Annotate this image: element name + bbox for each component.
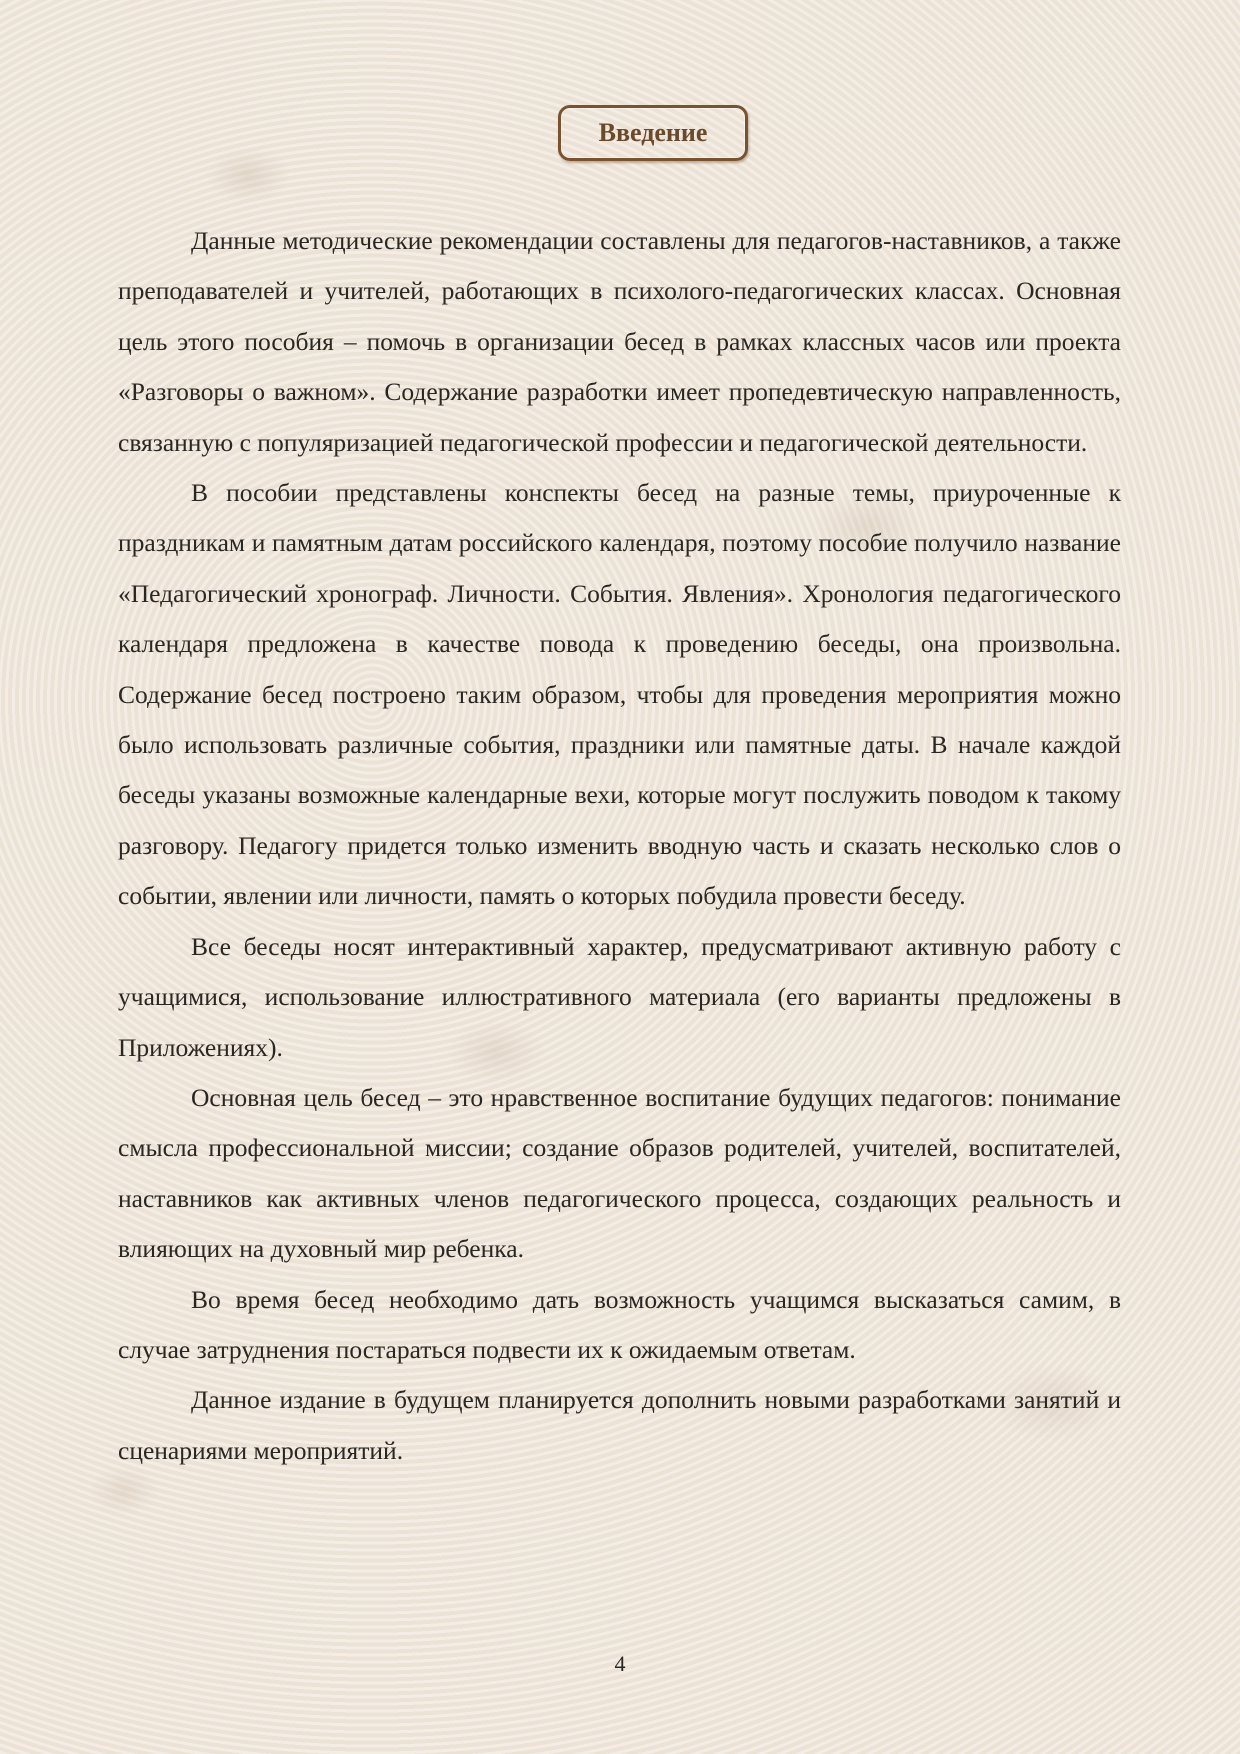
paragraph-1: Данные методические рекомендации составлены для педагогов-наставников, а также преподавателей и учителей, работающих в психолого-педагогических классах. Основная цель этого пособия – помочь в организации бесед в рамках классных часов или проекта «Разговоры о важном». Содержание разработки имеет пропедевтическую направленность, связанную с популяризацией педагогической профессии и педагогической деятельности. <box>118 226 1121 457</box>
paragraph-3: Все беседы носят интерактивный характер, предусматривают активную работу с учащимися, использование иллюстративного материала (его варианты предложены в Приложениях). <box>118 931 1121 1062</box>
paragraph-6: Данное издание в будущем планируется дополнить новыми разработками занятий и сценариями мероприятий. <box>118 1385 1121 1465</box>
section-title-frame <box>558 105 748 161</box>
paragraph-4: Основная цель бесед – это нравственное воспитание будущих педагогов: понимание смысла профессиональной миссии; создание образов родителей, учителей, воспитателей, наставников как активных членов педагогического процесса, создающих реальность и влияющих на духовный мир ребенка. <box>118 1082 1121 1264</box>
paragraph-2: В пособии представлены конспекты бесед на разные темы, приуроченные к праздникам и памятным датам российского календаря, поэтому пособие получило название «Педагогический хронограф. Личности. События. Явления». Хронология педагогического календаря предложена в качестве повода к проведению беседы, она произвольна. Содержание бесед построено таким образом, чтобы для проведения мероприятия можно было использовать различные события, праздники или памятные даты. В начале каждой беседы указаны возможные календарные вехи, которые могут послужить поводом к такому разговору. Педагогу придется только изменить вводную часть и сказать несколько слов о событии, явлении или личности, память о которых побудила провести беседу. <box>118 478 1121 911</box>
document-body <box>118 216 1121 1476</box>
paragraph-5: Во время бесед необходимо дать возможность учащимся высказаться самим, в случае затруднения постараться подвести их к ожидаемым ответам. <box>118 1284 1121 1364</box>
page-title: Введение <box>598 118 708 147</box>
page-number: 4 <box>614 1651 626 1676</box>
